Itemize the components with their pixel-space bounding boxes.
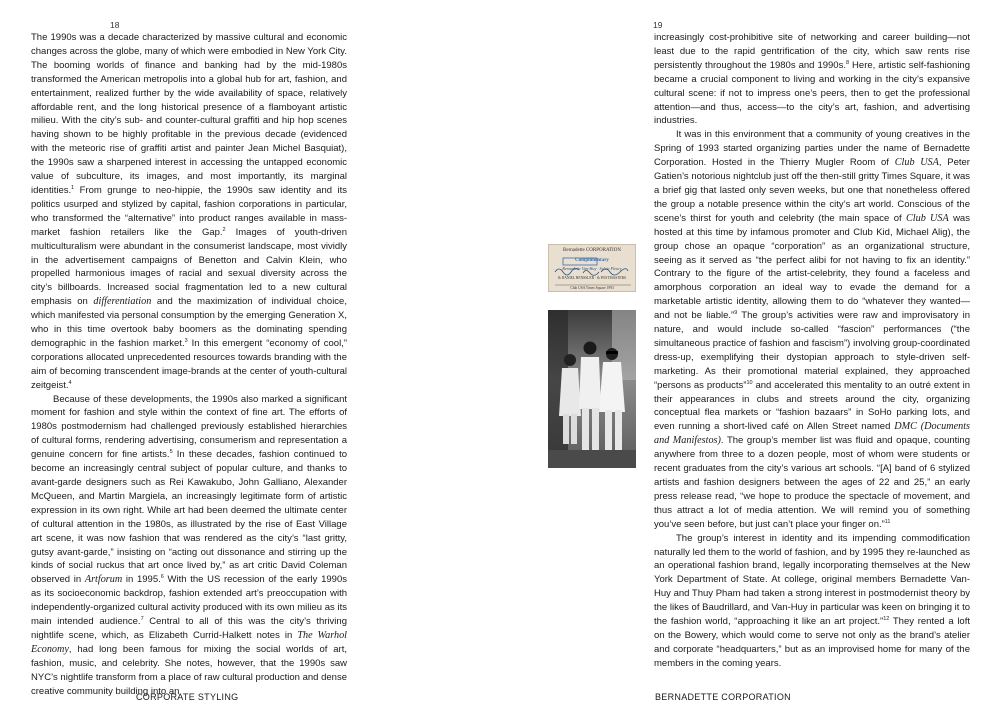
paragraph: [654, 128, 970, 531]
text-run: was hosted at this time by infamous promoter and Club Kid, Michael Alig), the group chose an opaque “corporation” as an organizational structure, seeing as it served as “the perfect alibi for not having to fix an identity.” Contrary to the figure of the artist-celebrity, they found a faceless and amorphous corporation an ideal way to evade the demand for a marketable artistic identity, allowing them to do “whatever they wanted—and not be liable.”: [654, 212, 970, 322]
paragraph: [654, 31, 970, 128]
text-run: Here, artistic self-fashioning became a crucial component to living and working in the city’s expansive cultural scene: if not to impress one’s peers, then to get the professional attention—and thus, access—to the city’s art, fashion, and advertising industries.: [654, 59, 971, 127]
footnote-ref: 3: [184, 337, 188, 344]
text-run: In these decades, fashion continued to become an increasingly central subject of popular culture, and thanks to avant-garde designers such as Rei Kawakubo, John Galliano, Alexander McQueen, and Martin Margiela, an increasingly legitimate form of artistic expression in its own right. While art had been deemed the ultimate center of cultural attention in the 1980s, as illustrated by the rise of East Village art scene, it was now fashion that was rendered as the city’s “last gritty, gutsy avant-garde,” insisting on “acting out dissonance and stirring up the kinds of social ruckus that art once lived by,” as art critic David Coleman observed in: [31, 449, 347, 586]
paragraph: [31, 31, 347, 393]
footnote-ref: 11: [884, 518, 891, 525]
footnote-ref: 12: [883, 615, 890, 622]
text-run: From grunge to neo-hippie, the 1990s saw identity and its politics usurped and stylized by capital, fashion corporations in particular, who transformed the “alternative” into product ranges available in mass-market fashion retailers like the Gap.: [31, 184, 347, 238]
paragraph: [654, 532, 970, 671]
footnote-ref: 5: [169, 449, 173, 456]
text-run: The 1990s was a decade characterized by massive cultural and economic changes across the globe, many of which were embodied in New York City. The booming worlds of finance and banking had by the mid-1980s transformed the American metropolis into a global hub for art, fashion, and entertainment, realized further by the wide availability of space, relatively affordable rent, and the long historical presence of a flamboyant artistic milieu. With the city’s sub- and counter-cultural graffiti and hip hop scenes having shown to be highly profitable in the previous decade (evidenced with the meteoric rise of graffiti artist and painter Jean Michel Basquiat), the 1990s saw a sharpened interest in accessing the untapped economic value of subculture, its images, and most importantly, its marginal identities.: [31, 32, 347, 196]
text-run: . The group’s member list was fluid and opaque, counting anywhere from three to a dozen people, most of whom were students or recent graduates from the city’s various art schools. “[A] band of 6 stylized artists and fashion designers between the ages of 22 and 25,” an early press release read, “we hope to produce the spectacle of movement, and thus attract a lot of media attention. We will remind you of something you’ve seen before, but just can’t place your finger on.”: [654, 435, 970, 530]
footnote-ref: 6: [160, 574, 164, 581]
italic-title: Club USA: [894, 157, 939, 169]
card-signatures: Bernadette Van-Huy · Sylvie Fleury: [562, 266, 622, 271]
footnote-ref: 7: [140, 615, 144, 622]
text-run: Images of youth-driven multiculturalism were abundant in the consumerist landscape, most vividly in the advertisement campaigns of Benetton and Calvin Klein, who propelled harmonious images of racial and sexual diversity across the city’s billboards. Increased social fragmentation led to a new cultural emphasis on: [31, 226, 347, 308]
running-footer: BERNADETTE CORPORATION: [655, 692, 791, 702]
text-run: Because of these developments, the 1990s also marked a significant moment for fashion and style within the context of fine art. The efforts of 1980s postmodernism had challenged previously established hierarchies of cultural forms, rendering advertising, consumerism and representation a genuine concern for fine artists.: [31, 393, 347, 461]
text-run: in 1995.: [122, 574, 161, 586]
text-run: With the US recession of the early 1990s as its socioeconomic backdrop, fashion extended art’s preoccupation with independently-organized cultural activity produced with its own milieu as its main intended audience.: [31, 574, 347, 628]
group-photo-figures: [548, 310, 636, 468]
text-run: , had long been famous for mixing the social worlds of art, fashion, music, and celebrity. She notes, however, that the 1990s saw NYC’s nightlife transform from a place of raw cultural production and dense creative community building into an: [31, 643, 347, 697]
footnote-ref: 4: [68, 379, 72, 386]
text-run: and the maximization of individual choice, which manifested via personal consumption by the emerging Generation X, who in this time overtook baby boomers as the dominating spending demographic in the fashion market.: [31, 296, 347, 349]
card-names: & DANIEL HENSSLER · & POSTMASTERS: [557, 276, 627, 280]
italic-title: differentiation: [93, 296, 152, 308]
text-run: The group’s activities were raw and improvisatory in nature, and would include so-called “fascion” performances (“the simultaneous practice of fashion and fascism”) involving group-coordinated dress-up, exemplifying their dystopian approach to style-driven self-marketing. As their promotional material explained, they approached “persons as products”: [654, 310, 971, 391]
running-footer: CORPORATE STYLING: [136, 692, 239, 702]
card-heading: Bernadette CORPORATION: [563, 248, 621, 253]
footnote-ref: 9: [734, 309, 738, 316]
text-run: In this emergent “economy of cool,” corporations allocated unprecedented resources towards branding with the aim of becoming transcendent image-brands at the center of youth-cultural zeitgeist.: [31, 337, 347, 391]
text-run: and accelerated this mentality to an outré extent in their appearances in clubs and streets around the city, organizing conceptual flea markets or “fashion bazaars” in SoHo parking lots, and even running a short-lived café on Allen Street named: [654, 379, 971, 433]
invitation-card-image: [548, 244, 636, 292]
text-run: They rented a loft on the Bowery, which would come to serve not only as the brand’s atelier and corporate “headquarters,” but as an improvised home for many of the members in the coming years.: [654, 616, 970, 669]
text-run: The group’s interest in identity and its impending commodification naturally led them to the world of fashion, and by 1995 they re-launched as an operational fashion brand, legally incorporating themselves at the New York Department of State. At college, original members Bernadette Van-Huy and Thuy Pham had taken a strong interest in postmodernist theory by the likes of Baudrillard, and Van-Huy in particular was keen on bringing it to the fashion world, “approaching it like an art project.”: [654, 532, 970, 628]
footnote-ref: 1: [71, 184, 75, 191]
group-photo: [548, 310, 636, 468]
left-body-text: [31, 31, 347, 699]
paragraph: [31, 393, 347, 699]
right-body-text: [654, 31, 970, 671]
text-run: It was in this environment that a community of young creatives in the Spring of 1993 started organizing parties under the name of Bernadette Corporation. Hosted in the Thierry Mugler Room of: [654, 129, 970, 169]
text-run: increasingly cost-prohibitive site of networking and career building—not least due to the rapid gentrification of the city, which saw rents rise persistently throughout the 1980s and 1990s.: [654, 32, 970, 71]
footnote-ref: 10: [746, 379, 753, 386]
text-run: Central to all of this was the city’s thriving nightlife scene, which, as Elizabeth Currid-Halkett notes in: [31, 616, 347, 641]
page-number: 18: [110, 20, 120, 30]
footnote-ref: 2: [222, 226, 226, 233]
italic-title: Club USA: [905, 212, 949, 224]
card-stamp: Complimentary: [575, 258, 609, 263]
italic-title: DMC (Documents and Manifestos): [654, 421, 970, 447]
footnote-ref: 8: [845, 59, 850, 66]
italic-title: The Warhol Economy: [31, 629, 347, 655]
page-number: 19: [653, 20, 663, 30]
text-run: , Peter Gatien’s notorious nightclub just off the then-still gritty Times Square, it was a brief gig that lasted only seven weeks, but one that nonetheless offered the group a notable presence within the city’s art world. Conscious of the scene’s thirst for youth and celebrity (the main space of: [654, 157, 970, 224]
card-address: Club USA Times Square 1993: [570, 286, 614, 290]
italic-title: Artforum: [84, 574, 123, 586]
